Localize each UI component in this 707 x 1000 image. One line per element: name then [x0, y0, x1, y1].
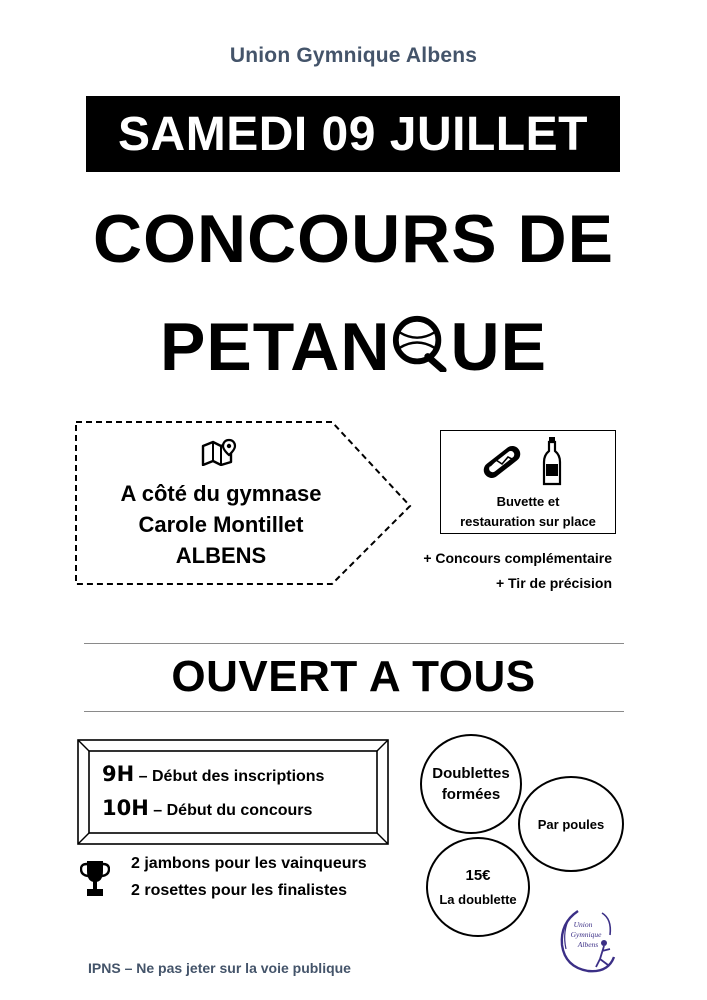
refreshments-line-2: restauration sur place: [460, 514, 596, 529]
logo-text-3: Albens: [577, 940, 599, 949]
logo-text-2: Gymnique: [570, 930, 602, 939]
format-line-1: Doublettes: [432, 765, 510, 782]
schedule-row-start: [102, 796, 312, 820]
divider-top: [84, 643, 624, 644]
location-address: [96, 478, 346, 571]
extra-event-complementary: + Concours complémentaire: [423, 550, 612, 566]
date-text: SAMEDI 09 JUILLET: [118, 107, 588, 161]
hotdog-icon: [478, 440, 526, 484]
schedule-hour: 9H: [102, 762, 135, 786]
logo-text-1: Union: [573, 920, 593, 929]
date-banner: [86, 96, 620, 172]
format-badge: [420, 734, 522, 834]
divider-bottom: [84, 711, 624, 712]
organization-name: Union Gymnique Albens: [229, 44, 478, 67]
location-line-1: A côté du gymnase: [120, 481, 322, 506]
schedule-row-registration: [102, 762, 324, 786]
title-line-2-end: UE: [450, 309, 547, 385]
refreshments-line-1: Buvette et: [496, 494, 560, 509]
title-line-2-start: PETAN: [160, 309, 391, 385]
prize-finalists: 2 rosettes pour les finalistes: [131, 882, 348, 899]
trophy-icon: [80, 858, 110, 898]
schedule-desc: – Début des inscriptions: [138, 768, 325, 785]
schedule-frame: [77, 739, 389, 845]
open-to-all-heading: OUVERT A TOUS: [171, 652, 536, 701]
schedule-hour: 10H: [102, 796, 149, 820]
price-amount: 15€: [465, 867, 491, 884]
map-icon: [201, 438, 239, 466]
location-line-2: Carole Montillet: [138, 512, 304, 537]
extra-event-precision: + Tir de précision: [495, 575, 612, 591]
location-line-3: ALBENS: [175, 543, 267, 568]
price-badge: [426, 837, 530, 937]
pools-badge: [518, 776, 624, 872]
bottle-icon: [542, 436, 562, 486]
title-line-2: [0, 309, 707, 385]
prize-winners: 2 jambons pour les vainqueurs: [131, 855, 367, 872]
petanque-ball-icon: [391, 314, 449, 372]
refreshments-label: [440, 492, 616, 532]
schedule-desc: – Début du concours: [153, 802, 313, 819]
format-line-2: formées: [441, 786, 501, 803]
title-line-1: CONCOURS DE: [92, 201, 615, 277]
pools-label: Par poules: [537, 816, 605, 832]
price-unit: La doublette: [439, 892, 517, 907]
footer-note: IPNS – Ne pas jeter sur la voie publique: [88, 960, 351, 976]
club-logo: [556, 905, 618, 975]
